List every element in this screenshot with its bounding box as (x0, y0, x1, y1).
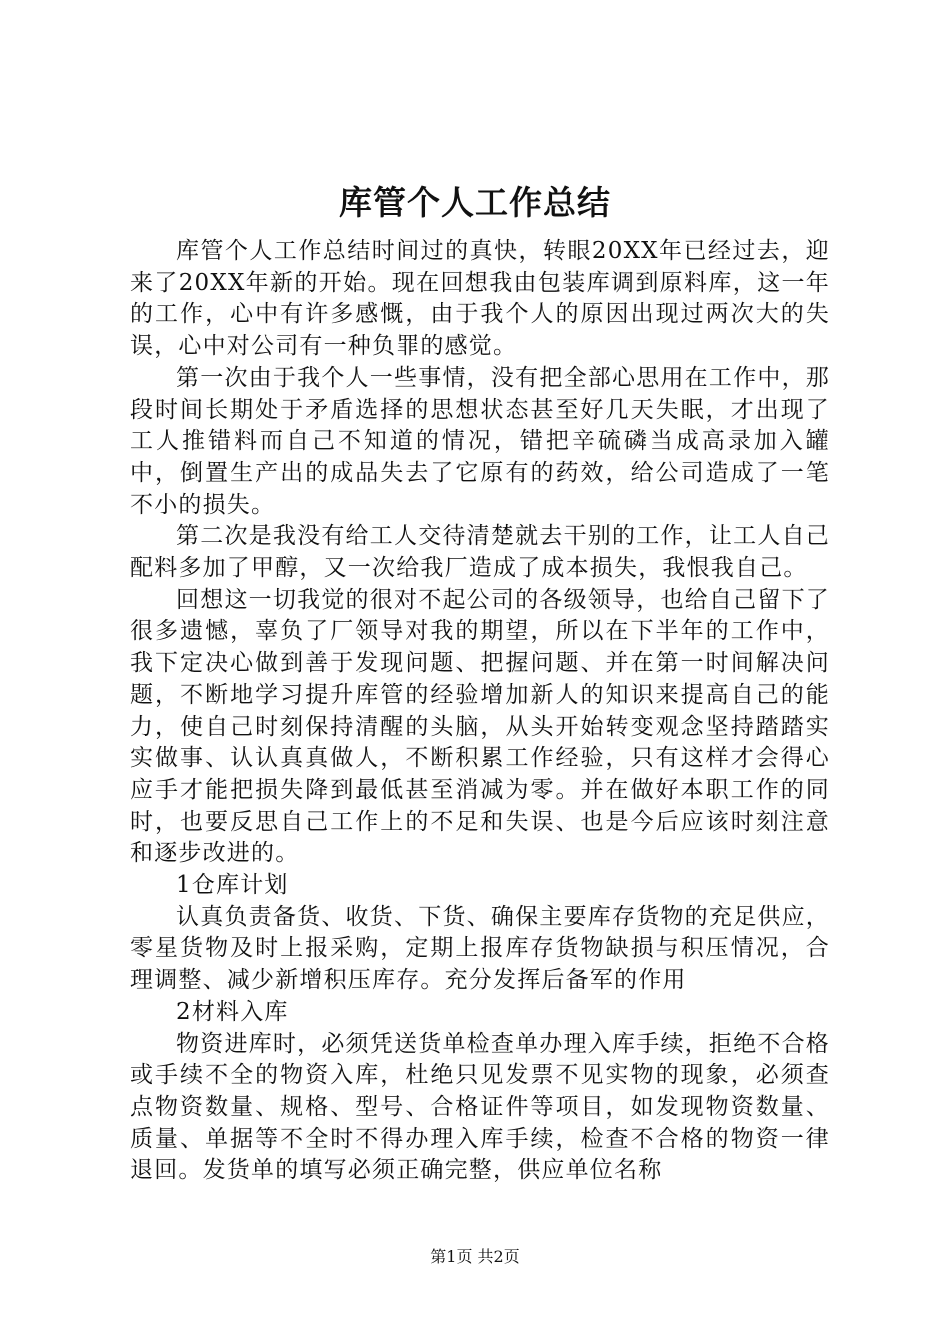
page-footer: 第1页 共2页 (430, 1247, 520, 1266)
paragraph-first-mistake: 第一次由于我个人一些事情，没有把全部心思用在工作中，那段时间长期处于矛盾选择的思想状态甚至好几天失眠，才出现了工人推错料而自己不知道的情况，错把辛硫磷当成高录加入罐中，倒置生产出的成品失去了它原有的药效，给公司造成了一笔不小的损失。 (130, 364, 830, 518)
paragraph-intro: 库管个人工作总结时间过的真快，转眼20XX年已经过去，迎来了20XX年新的开始。现在回想我由包装库调到原料库，这一年的工作，心中有许多感慨，由于我个人的原因出现过两次大的失误，心中对公司有一种负罪的感觉。 (130, 238, 830, 360)
section-heading-material-inbound: 2材料入库 (176, 998, 289, 1025)
paragraph-reflection: 回想这一切我觉的很对不起公司的各级领导，也给自己留下了很多遗憾，辜负了厂领导对我的期望，所以在下半年的工作中，我下定决心做到善于发现问题、把握问题、并在第一时间解决问题，不断地学习提升库管的经验增加新人的知识来提高自己的能力，使自己时刻保持清醒的头脑，从头开始转变观念坚持踏踏实实做事、认认真真做人，不断积累工作经验，只有这样才会得心应手才能把损失降到最低甚至消减为零。并在做好本职工作的同时，也要反思自己工作上的不足和失误、也是今后应该时刻注意和逐步改进的。 (130, 586, 830, 867)
document-body (130, 236, 830, 1187)
paragraph-second-mistake: 第二次是我没有给工人交待清楚就去干别的工作，让工人自己配料多加了甲醇，又一次给我厂造成了成本损失，我恨我自己。 (130, 523, 830, 582)
section-heading-warehouse-plan: 1仓库计划 (176, 872, 289, 899)
document-title: 库管个人工作总结 (339, 183, 611, 222)
section-text-material-inbound: 物资进库时，必须凭送货单检查单办理入库手续，拒绝不合格或手续不全的物资入库，杜绝只见发票不见实物的现象，必须查点物资数量、规格、型号、合格证件等项目，如发现物资数量、质量、单据等不全时不得办理入库手续，检查不合格的物资一律退回。发货单的填写必须正确完整，供应单位名称 (130, 1030, 830, 1184)
section-text-warehouse-plan: 认真负责备货、收货、下货、确保主要库存货物的充足供应，零星货物及时上报采购，定期上报库存货物缺损与积压情况，合理调整、减少新增积压库存。充分发挥后备军的作用 (130, 903, 830, 994)
